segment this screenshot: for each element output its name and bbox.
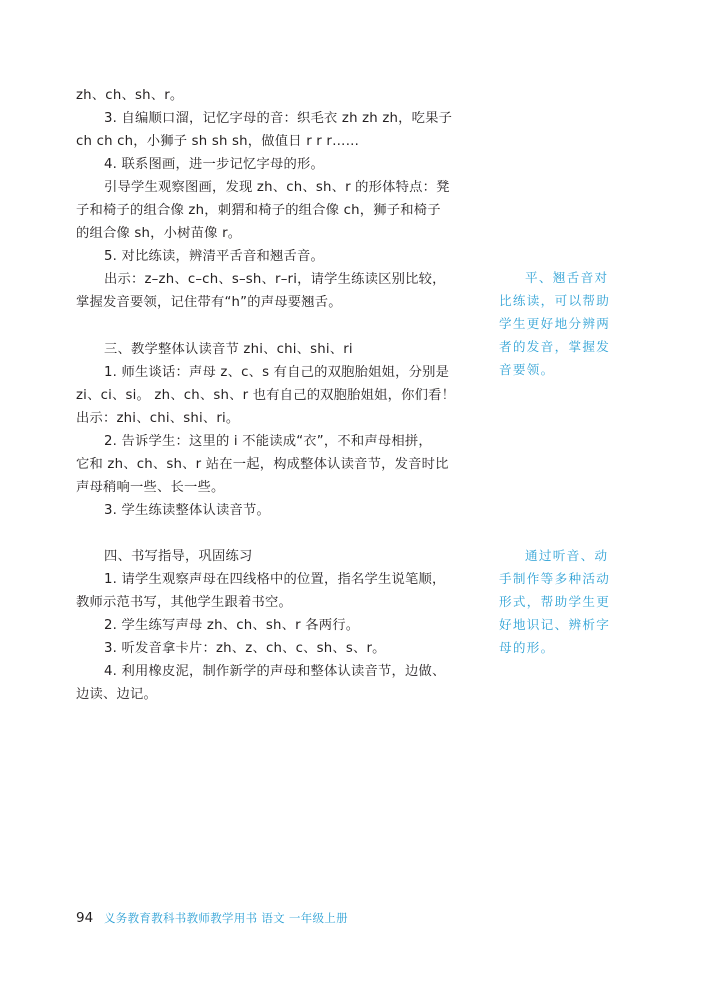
- body-line: 2. 告诉学生：这里的 i 不能读成“衣”，不和声母相拼，: [104, 434, 432, 449]
- margin-note-line: 平、翘舌音对: [525, 270, 609, 285]
- margin-note-line: 学生更好地分辨两: [499, 316, 611, 331]
- section-heading-3: 三、教学整体认读音节 zhi、chi、shi、ri: [104, 342, 353, 357]
- margin-note-line: 音要领。: [499, 362, 555, 377]
- body-line: 子和椅子的组合像 zh，刺猬和椅子的组合像 ch，狮子和椅子: [76, 203, 441, 218]
- section-heading-4: 四、书写指导，巩固练习: [104, 549, 253, 564]
- body-line: 引导学生观察图画，发现 zh、ch、sh、r 的形体特点：凳: [104, 180, 450, 195]
- page-number: 94: [76, 910, 94, 926]
- margin-note-line: 母的形。: [499, 640, 555, 655]
- body-line: 掌握发音要领，记住带有“h”的声母要翘舌。: [76, 295, 342, 310]
- margin-note-line: 通过听音、动: [525, 548, 609, 563]
- body-line: 4. 联系图画，进一步记忆字母的形。: [104, 157, 324, 172]
- body-line: 3. 听发音拿卡片：zh、z、ch、c、sh、s、r。: [104, 641, 386, 656]
- body-line: 教师示范书写，其他学生跟着书空。: [76, 595, 292, 610]
- body-line: zi、ci、si。 zh、ch、sh、r 也有自己的双胞胎姐姐，你们看！: [76, 388, 456, 403]
- margin-note-line: 比练读，可以帮助: [499, 293, 611, 308]
- body-line: 2. 学生练写声母 zh、ch、sh、r 各两行。: [104, 618, 360, 633]
- book-title: 义务教育教科书教师教学用书 语文 一年级上册: [104, 911, 348, 925]
- body-line: 1. 师生谈话：声母 z、c、s 有自己的双胞胎姐姐，分别是: [104, 365, 450, 380]
- body-line: 的组合像 sh，小树苗像 r。: [76, 226, 242, 241]
- body-line: 出示：z–zh、c–ch、s–sh、r–ri，请学生练读区别比较，: [104, 272, 446, 287]
- body-line: 边读、边记。: [76, 687, 157, 702]
- body-line: 5. 对比练读，辨清平舌音和翘舌音。: [104, 249, 324, 264]
- margin-note-line: 手制作等多种活动: [499, 571, 611, 586]
- margin-note-line: 形式，帮助学生更: [499, 594, 611, 609]
- body-line: 3. 自编顺口溜，记忆字母的音：织毛衣 zh zh zh，吃果子: [104, 111, 453, 126]
- body-line: 4. 利用橡皮泥，制作新学的声母和整体认读音节，边做、: [104, 664, 446, 679]
- margin-note-line: 者的发音，掌握发: [499, 339, 611, 354]
- body-line: 它和 zh、ch、sh、r 站在一起，构成整体认读音节，发音时比: [76, 457, 449, 472]
- body-line: 出示：zhi、chi、shi、ri。: [76, 411, 240, 426]
- body-line: 声母稍响一些、长一些。: [76, 480, 225, 495]
- body-line: ch ch ch，小狮子 sh sh sh，做值日 r r r……: [76, 134, 360, 149]
- body-line: 3. 学生练读整体认读音节。: [104, 503, 270, 518]
- margin-note-line: 好地识记、辨析字: [499, 617, 611, 632]
- body-line: 1. 请学生观察声母在四线格中的位置，指名学生说笔顺，: [104, 572, 446, 587]
- body-line: zh、ch、sh、r。: [76, 88, 184, 103]
